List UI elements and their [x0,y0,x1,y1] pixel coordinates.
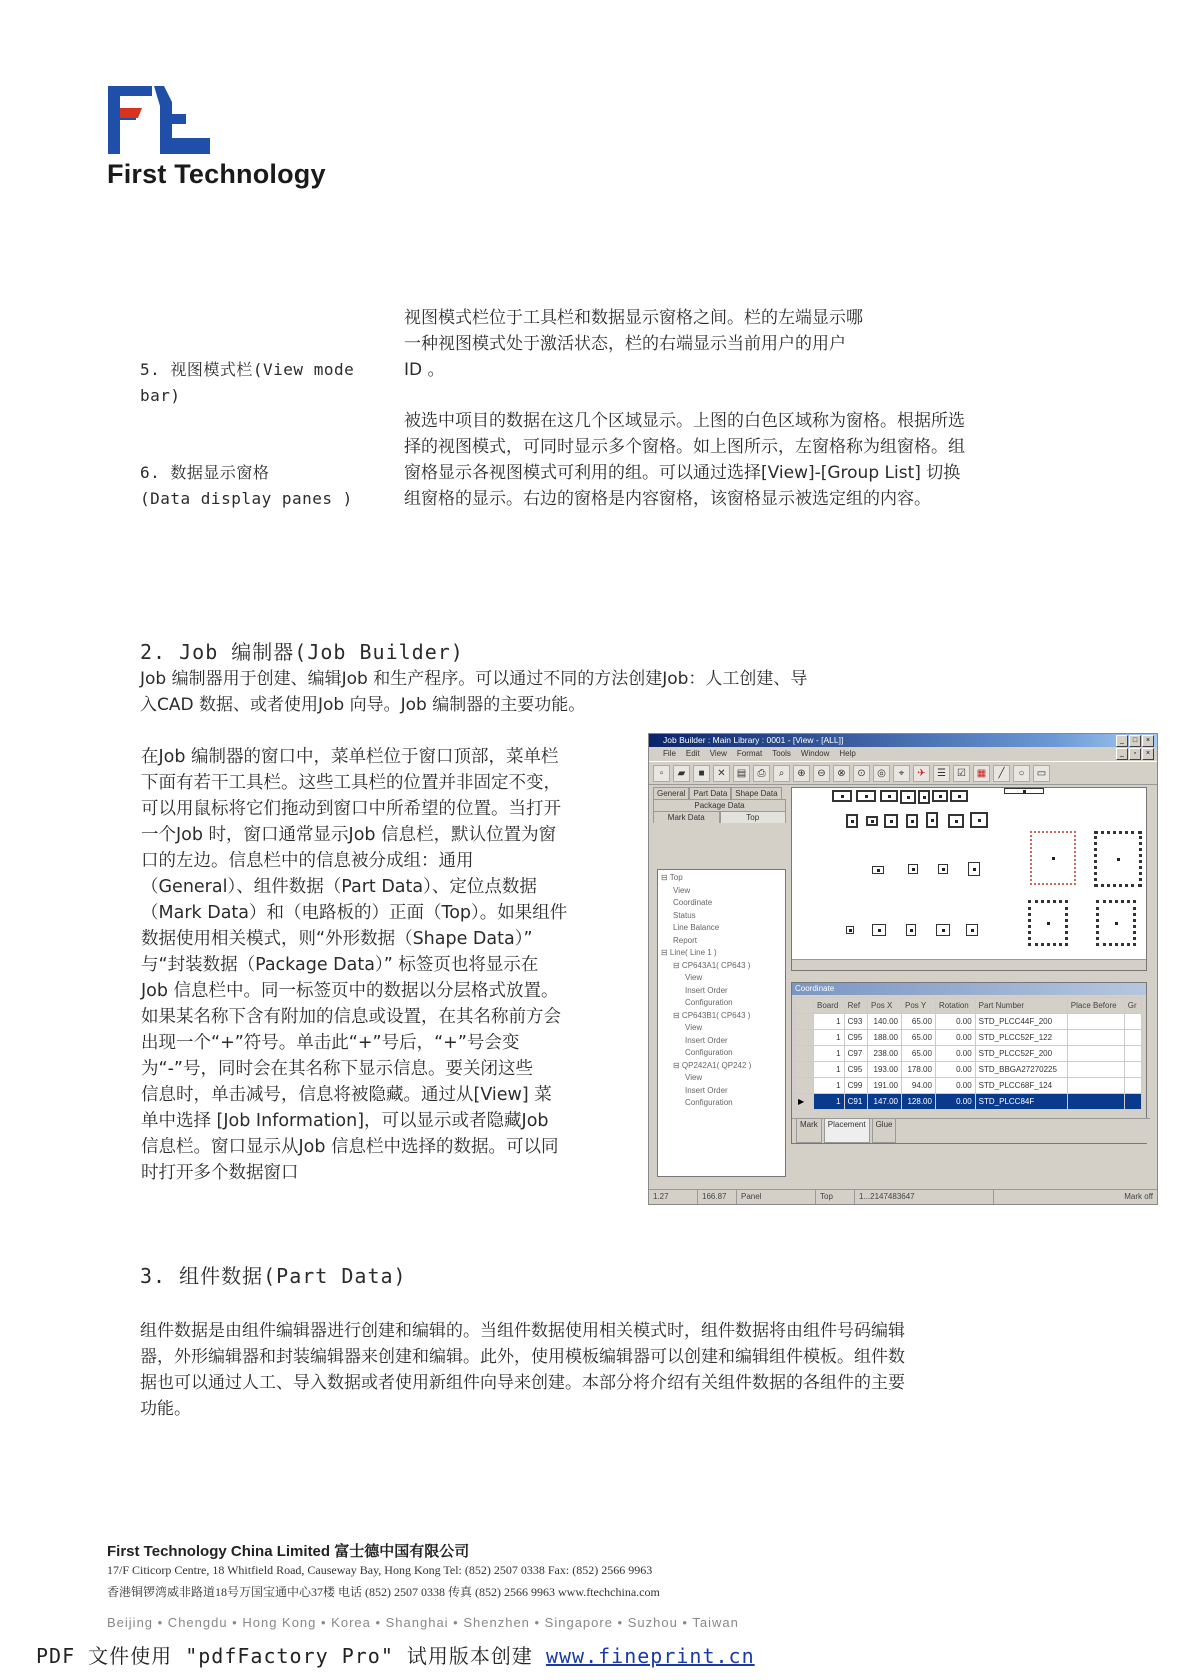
rocket-icon[interactable]: ✈ [913,765,930,782]
cell-place-before [1067,1094,1124,1110]
component[interactable] [1094,831,1142,887]
cell-pos-x: 193.00 [868,1062,902,1078]
component[interactable] [1096,900,1136,946]
grid-title: Coordinate [792,983,1146,995]
cell-pos-y: 65.00 [901,1046,935,1062]
cell-part-number: STD_PLCC52F_122 [975,1030,1067,1046]
component[interactable] [880,790,898,802]
component[interactable] [1004,788,1044,794]
cell-rotation: 0.00 [935,1014,975,1030]
row-indicator [795,1046,814,1062]
cell-board: 1 [814,1030,845,1046]
close-button[interactable]: × [1142,735,1154,747]
line-icon[interactable]: ╱ [993,765,1010,782]
cell-pos-y: 94.00 [901,1078,935,1094]
col-ref[interactable]: Ref [844,998,867,1014]
tree-item[interactable]: View [685,1073,703,1082]
cell-rotation: 0.00 [935,1046,975,1062]
component[interactable] [832,790,852,802]
cell-board: 1 [814,1094,845,1110]
list-icon[interactable]: ☰ [933,765,950,782]
cell-ref: C99 [844,1078,867,1094]
tree-item[interactable]: Line Balance [673,923,720,932]
zoom-fit-icon[interactable]: ◎ [873,765,890,782]
cell-place-before [1067,1078,1124,1094]
cell-gr [1124,1062,1141,1078]
cell-pos-x: 238.00 [868,1046,902,1062]
cell-place-before [1067,1046,1124,1062]
cell-ref: C91 [844,1094,867,1110]
fineprint-link[interactable]: www.fineprint.cn [545,1644,755,1668]
component[interactable] [970,812,988,828]
coordinate-table [794,997,1142,1110]
row-indicator [795,1078,814,1094]
job-builder-body: 在Job 编制器的窗口中，菜单栏位于窗口顶部，菜单栏 下面有若干工具栏。这些工具栏的位置并非固定不变， 可以用鼠标将它们拖动到窗口中所希望的位置。当打开 一个Job 时，窗口通常显示Job 信息栏，默认位置为窗 口的左边。信息栏中的信息被分成组：通用 （General）、组件数据（Part Data）、定位点数据 （Mark Data）和（电路板的）正面（Top）。如果组件 数据使用相关模式，则“外形数据（Shape Data）” 与“封装数据（Package Data）” 标签页也将显示在 Job 信息栏中。同一标签页中的数据以分层格式放置。 如果某名称下含有附加的信息或设置，在其名称前方会 出现一个“+”符号。单击此“+”号后，“+”号会变 为“-”号，同时会在其名称下显示信息。要关闭这些 信息时，单击减号，信息将被隐藏。通过从[View] 菜 单中选择 [Job Information]，可以显示或者隐藏Job 信息栏。窗口显示从Job 信息栏中选择的数据。可以同 时打开多个数据窗口 [141,747,568,1183]
tree-item[interactable]: Insert Order [685,985,728,995]
cell-pos-y: 65.00 [901,1030,935,1046]
child-minimize-button[interactable]: _ [1116,748,1128,760]
tab-package-data[interactable]: Package Data [653,799,786,811]
component[interactable] [846,926,854,934]
canvas-h-scrollbar[interactable] [792,959,1146,970]
component[interactable] [856,790,876,802]
tree-item[interactable]: Configuration [685,998,733,1007]
open-icon[interactable]: ▰ [673,765,690,782]
job-builder-intro: Job 编制器用于创建、编辑Job 和生产程序。可以通过不同的方法创建Job：人工创建、导 入CAD 数据、或者使用Job 向导。Job 编制器的主要功能。 [140,669,808,715]
menu-help[interactable]: Help [839,749,856,758]
component-selected[interactable] [1030,831,1076,885]
component[interactable] [948,814,964,828]
coordinate-grid [791,982,1147,1144]
find-icon[interactable]: ⌕ [773,765,790,782]
component[interactable] [918,790,930,804]
cell-pos-y: 65.00 [901,1014,935,1030]
menu-file[interactable]: File [663,749,676,758]
component[interactable] [926,812,938,828]
cell-part-number: STD_PLCC52F_200 [975,1046,1067,1062]
cell-pos-y: 128.00 [901,1094,935,1110]
rect-icon[interactable]: ▭ [1033,765,1050,782]
cell-gr [1124,1094,1141,1110]
cell-gr [1124,1046,1141,1062]
window-titlebar [649,734,1157,747]
status-bar [649,1189,1157,1204]
status-coord: 166.87 [698,1190,737,1204]
tab-top[interactable]: Top [720,811,787,823]
zoom-all-icon[interactable]: ⊙ [853,765,870,782]
tab-part-data[interactable]: Part Data [689,787,731,799]
tab-placement[interactable]: Placement [824,1119,870,1143]
menu-window[interactable]: Window [800,749,830,758]
col-pos-y[interactable]: Pos Y [901,998,935,1014]
cell-ref: C95 [844,1030,867,1046]
status-side: Top [816,1190,855,1204]
print-preview-icon[interactable]: ▤ [733,765,750,782]
status-zoom: 1.27 [649,1190,698,1204]
tree-item[interactable]: ⊟ Line( Line 1 ) [661,948,717,957]
cell-rotation: 0.00 [935,1078,975,1094]
cell-gr [1124,1078,1141,1094]
select-icon[interactable]: ⌖ [893,765,910,782]
job-tree [657,869,786,1177]
tree-item[interactable]: Configuration [685,1048,733,1057]
pdf-note-text: PDF 文件使用 "pdfFactory Pro" 试用版本创建 [36,1644,546,1668]
row-indicator [795,1030,814,1046]
component[interactable] [872,924,886,936]
pdf-note [36,1640,755,1669]
cell-board: 1 [814,1014,845,1030]
tree-item[interactable]: View [685,973,703,982]
company-logo [106,84,216,156]
maximize-button[interactable]: □ [1129,735,1141,747]
zoom-in-icon[interactable]: ⊕ [793,765,810,782]
status-range: 1...2147483647 [855,1190,994,1204]
component[interactable] [866,816,878,826]
footer-company: First Technology China Limited 富士德中国有限公司 [107,1543,470,1560]
cell-ref: C95 [844,1062,867,1078]
component[interactable] [846,814,858,828]
tab-mark[interactable]: Mark [796,1119,822,1143]
cell-part-number: STD_PLCC44F_200 [975,1014,1067,1030]
cell-part-number: STD_BBGA27270225 [975,1062,1067,1078]
component[interactable] [908,864,918,874]
zoom-window-icon[interactable]: ⊗ [833,765,850,782]
cell-rotation: 0.00 [935,1030,975,1046]
component[interactable] [938,864,948,874]
row-indicator [795,1062,814,1078]
cell-rotation: 0.00 [935,1062,975,1078]
job-info-pane [653,787,786,1179]
minimize-button[interactable]: _ [1116,735,1128,747]
bottom-tab-strip [792,1118,1150,1143]
tab-shape-data[interactable]: Shape Data [731,787,781,799]
status-mode: Panel [737,1190,816,1204]
child-close-button[interactable]: × [1142,748,1154,760]
tree-item[interactable]: Insert Order [685,1035,728,1045]
tree-item[interactable]: Report [673,935,698,945]
menu-view[interactable]: View [709,749,727,758]
component[interactable] [884,814,898,828]
grid-icon[interactable]: ▦ [973,765,990,782]
component[interactable] [966,924,978,936]
tree-item[interactable]: View [673,885,691,895]
col-rotation[interactable]: Rotation [935,998,975,1014]
tree-item[interactable]: ⊟ Top [661,873,683,882]
table-row[interactable] [795,1078,1142,1094]
cell-rotation: 0.00 [935,1094,975,1110]
col-place-before[interactable]: Place Before [1067,998,1124,1014]
table-row[interactable] [795,1014,1142,1030]
cell-board: 1 [814,1078,845,1094]
cell-pos-y: 178.00 [901,1062,935,1078]
tree-item[interactable]: Coordinate [673,898,713,907]
cell-board: 1 [814,1046,845,1062]
component[interactable] [900,790,916,804]
job-builder-window [648,733,1158,1205]
board-canvas[interactable] [791,787,1147,971]
tree-item[interactable]: Status [673,910,696,920]
col-board[interactable]: Board [814,998,845,1014]
footer-address-en: 17/F Citicorp Centre, 18 Whitfield Road, Causeway Bay, Hong Kong Tel: (852) 2507 0338 Fax: (852) 2566 9963 [107,1563,653,1577]
tree-item[interactable]: ⊟ QP242A1( QP242 ) [673,1060,752,1070]
component[interactable] [872,866,884,874]
cell-ref: C93 [844,1014,867,1030]
part-data-heading: 3. 组件数据(Part Data) [140,1264,407,1288]
section6-text: 被选中项目的数据在这几个区域显示。上图的白色区域称为窗格。根据所选 择的视图模式，可同时显示多个窗格。如上图所示，左窗格称为组窗格。组 窗格显示各视图模式可利用的组。可以通过选择[View]-[Group List] 切换 组窗格的显示。右边的窗格是内容窗格，该窗格显示被选定组的内容。 [404,411,965,509]
section5-label: 5. 视图模式栏(View mode bar) [140,360,355,405]
menu-bar [649,747,1157,761]
tab-general[interactable]: General [653,787,689,799]
cell-pos-x: 147.00 [868,1094,902,1110]
cell-gr [1124,1014,1141,1030]
table-row[interactable] [795,1030,1142,1046]
delete-icon[interactable]: ✕ [713,765,730,782]
cell-place-before [1067,1062,1124,1078]
zoom-out-icon[interactable]: ⊖ [813,765,830,782]
row-indicator [795,1014,814,1030]
cell-gr [1124,1030,1141,1046]
tree-item[interactable]: Insert Order [685,1085,728,1095]
cell-part-number: STD_PLCC84F [975,1094,1067,1110]
menu-tools[interactable]: Tools [772,749,791,758]
menu-format[interactable]: Format [736,749,763,758]
component[interactable] [950,790,968,802]
component[interactable] [906,924,916,936]
section5-text: 视图模式栏位于工具栏和数据显示窗格之间。栏的左端显示哪 一种视图模式处于激活状态，栏的右端显示当前用户的用户 ID 。 [404,308,863,380]
footer-address-cn: 香港铜锣湾威非路道18号万国宝通中心37楼 电话 (852) 2507 0338 传真 (852) 2566 9963 www.ftechchina.com [107,1585,660,1599]
component[interactable] [932,790,948,802]
tab-mark-data[interactable]: Mark Data [653,811,720,823]
cell-place-before [1067,1014,1124,1030]
section6-label: 6. 数据显示窗格 (Data display panes ) [140,463,353,508]
footer-cities: Beijing • Chengdu • Hong Kong • Korea • Shanghai • Shenzhen • Singapore • Suzhou • Taiwan [107,1615,739,1630]
cell-pos-x: 188.00 [868,1030,902,1046]
component[interactable] [968,862,980,876]
save-icon[interactable]: ■ [693,765,710,782]
table-row[interactable] [795,1062,1142,1078]
tree-item[interactable]: ⊟ CP643B1( CP643 ) [673,1010,751,1020]
col-part-number[interactable]: Part Number [975,998,1067,1014]
component[interactable] [906,814,918,828]
tab-glue[interactable]: Glue [872,1119,897,1143]
tree-item[interactable]: Configuration [685,1098,733,1107]
component[interactable] [936,924,950,936]
child-restore-button[interactable]: ▫ [1129,748,1141,760]
tree-item[interactable]: View [685,1023,703,1032]
window-title: Job Builder : Main Library : 0001 - [View - [ALL]] [663,735,844,745]
col-pos-x[interactable]: Pos X [868,998,902,1014]
ft-logo-icon [106,84,216,156]
cell-board: 1 [814,1062,845,1078]
component[interactable] [1028,900,1068,946]
cell-part-number: STD_PLCC68F_124 [975,1078,1067,1094]
row-indicator: ▶ [795,1094,814,1110]
check-icon[interactable]: ☑ [953,765,970,782]
cell-place-before [1067,1030,1124,1046]
tree-item[interactable]: ⊟ CP643A1( CP643 ) [673,960,751,970]
job-builder-heading: 2. Job 编制器(Job Builder) [140,640,464,664]
table-row[interactable] [795,1094,1142,1110]
part-data-text: 组件数据是由组件编辑器进行创建和编辑的。当组件数据使用相关模式时，组件数据将由组件号码编辑 器，外形编辑器和封装编辑器来创建和编辑。此外，使用模板编辑器可以创建和编辑组件模板。组件数 据也可以通过人工、导入数据或者使用新组件向导来创建。本部分将介绍有关组件数据的各组件的主要 功能。 [140,1321,905,1419]
new-icon[interactable]: ▫ [653,765,670,782]
cell-pos-x: 191.00 [868,1078,902,1094]
table-row[interactable] [795,1046,1142,1062]
menu-edit[interactable]: Edit [685,749,700,758]
print-icon[interactable]: ⎙ [753,765,770,782]
status-mark: Mark off [1124,1192,1153,1201]
circle-icon[interactable]: ○ [1013,765,1030,782]
col-gr[interactable]: Gr [1124,998,1141,1014]
logo-text: First Technology [107,159,326,189]
cell-pos-x: 140.00 [868,1014,902,1030]
toolbar [649,761,1157,785]
cell-ref: C97 [844,1046,867,1062]
